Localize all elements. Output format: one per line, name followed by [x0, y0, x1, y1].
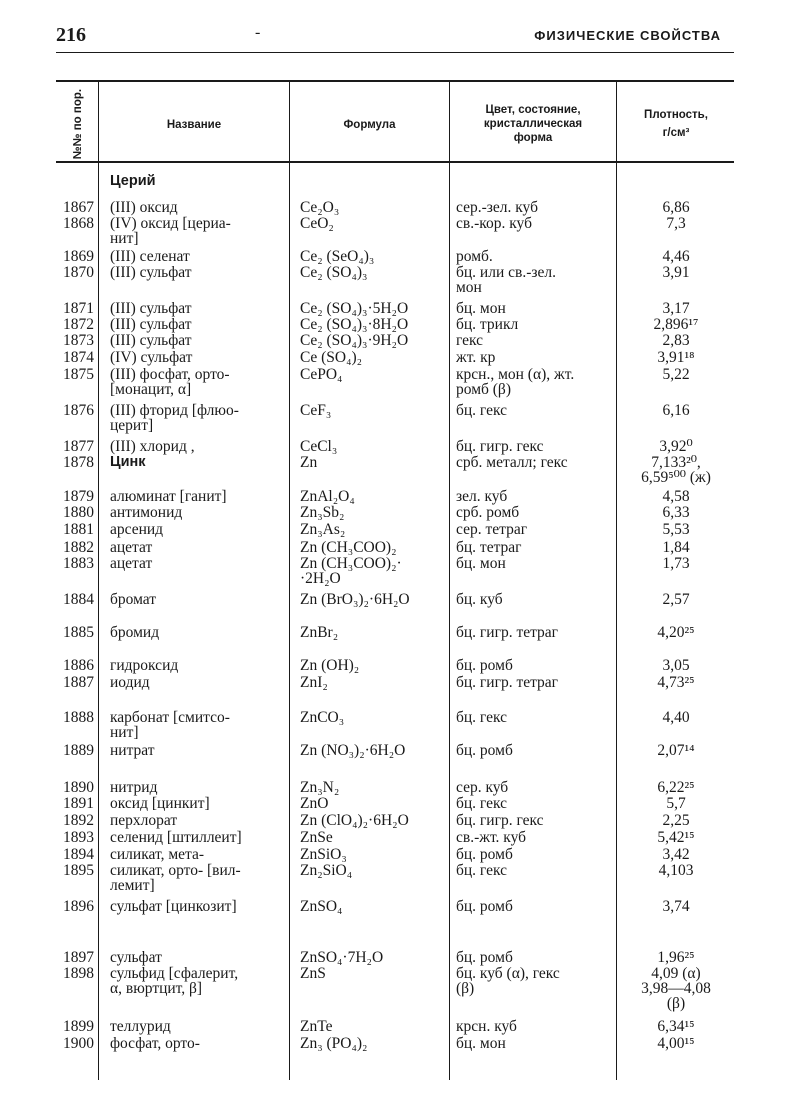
density: 7,133²⁰, 6,59⁵⁰⁰ (ж)	[641, 454, 711, 486]
formula: Ce₂ (SO₄)₃·8H₂O	[300, 316, 409, 333]
compound-name: (III) хлорид ,	[110, 438, 195, 455]
density: 6,16	[662, 402, 690, 419]
formula: Zn (CH₃COO)₂· ·2H₂O	[300, 555, 402, 587]
column-divider	[98, 80, 99, 1080]
header-number: №№ по пор.	[72, 88, 84, 160]
compound-name: (IV) оксид [цериа- нит]	[110, 215, 231, 247]
density: 5,22	[662, 366, 690, 383]
row-number: 1883	[63, 555, 94, 572]
description: срб. металл; гекс	[456, 454, 568, 471]
formula: Zn (NO₃)₂·6H₂O	[300, 742, 406, 759]
row-number: 1887	[63, 674, 94, 691]
formula: ZnI₂	[300, 674, 328, 691]
stray-mark: -	[255, 24, 261, 41]
compound-name: силикат, мета-	[110, 846, 205, 863]
row-number: 1892	[63, 812, 94, 829]
compound-name: (III) сульфат	[110, 332, 192, 349]
compound-name: (III) фторид [флюо- церит]	[110, 402, 239, 434]
density: 4,00¹⁵	[657, 1035, 695, 1052]
description: крсн. куб	[456, 1018, 517, 1035]
header-bottom-rule	[56, 161, 734, 163]
compound-name: селенид [штиллеит]	[110, 829, 242, 846]
formula: Ce₂ (SeO₄)₃	[300, 248, 375, 265]
density: 3,91	[662, 264, 690, 281]
compound-name: гидроксид	[110, 657, 179, 674]
compound-name: антимонид	[110, 504, 183, 521]
row-number: 1873	[63, 332, 94, 349]
formula: Zn₃ (PO₄)₂	[300, 1035, 368, 1052]
compound-name: (III) оксид	[110, 199, 178, 216]
formula: ZnCO₃	[300, 709, 345, 726]
density: 2,83	[662, 332, 690, 349]
description: бц. гекс	[456, 862, 507, 879]
row-number: 1888	[63, 709, 94, 726]
formula: ZnSO₄·7H₂O	[300, 949, 384, 966]
row-number: 1874	[63, 349, 94, 366]
density: 3,05	[662, 657, 690, 674]
compound-name: алюминат [ганит]	[110, 488, 227, 505]
column-divider	[616, 80, 617, 1080]
formula: Zn (CH₃COO)₂	[300, 539, 397, 556]
description: св.-кор. куб	[456, 215, 532, 232]
description: зел. куб	[456, 488, 508, 505]
row-number: 1886	[63, 657, 94, 674]
density: 6,22²⁵	[657, 779, 695, 796]
description: бц. гекс	[456, 795, 507, 812]
density: 1,84	[662, 539, 690, 556]
density: 2,07¹⁴	[657, 742, 695, 759]
description: бц. гигр. гекс	[456, 438, 544, 455]
compound-name: сульфат	[110, 949, 162, 966]
description: сер. тетраг	[456, 521, 528, 538]
density: 7,3	[666, 215, 686, 232]
row-number: 1871	[63, 300, 94, 317]
density: 3,91¹⁸	[657, 349, 695, 366]
row-number: 1900	[63, 1035, 94, 1052]
row-number: 1876	[63, 402, 94, 419]
description: бц. мон	[456, 1035, 506, 1052]
formula: Ce₂O₃	[300, 199, 340, 216]
row-number: 1880	[63, 504, 94, 521]
row-number: 1867	[63, 199, 94, 216]
row-number: 1891	[63, 795, 94, 812]
table-top-rule	[56, 80, 734, 82]
density: 3,92⁰	[659, 438, 693, 455]
density: 2,896¹⁷	[653, 316, 699, 333]
header-description: Цвет, состояние, кристаллическая форма	[483, 104, 583, 144]
density: 3,74	[662, 898, 690, 915]
description: бц. гекс	[456, 709, 507, 726]
density: 3,42	[662, 846, 690, 863]
row-number: 1889	[63, 742, 94, 759]
density: 4,58	[662, 488, 690, 505]
row-number: 1879	[63, 488, 94, 505]
description: бц. или св.-зел. мон	[456, 264, 556, 296]
formula: Zn (BrO₃)₂·6H₂O	[300, 591, 410, 608]
header-name: Название	[166, 119, 222, 131]
compound-name: арсенид	[110, 521, 164, 538]
formula: Zn (OH)₂	[300, 657, 360, 674]
description: ромб.	[456, 248, 493, 265]
density: 1,96²⁵	[657, 949, 695, 966]
description: бц. ромб	[456, 657, 513, 674]
formula: Zn	[300, 454, 318, 471]
density: 4,20²⁵	[657, 624, 695, 641]
formula: ZnBr₂	[300, 624, 339, 641]
row-number: 1884	[63, 591, 94, 608]
compound-name: фосфат, орто-	[110, 1035, 200, 1052]
formula: ZnSe	[300, 829, 333, 846]
compound-name: оксид [цинкит]	[110, 795, 210, 812]
row-number: 1898	[63, 965, 94, 982]
row-number: 1897	[63, 949, 94, 966]
compound-name: (III) сульфат	[110, 264, 192, 281]
description: бц. куб	[456, 591, 503, 608]
description: бц. гигр. гекс	[456, 812, 544, 829]
formula: ZnAl₂O₄	[300, 488, 355, 505]
formula: Zn₃Sb₂	[300, 504, 345, 521]
description: бц. ромб	[456, 846, 513, 863]
formula: Zn₃N₂	[300, 779, 340, 796]
density: 5,7	[666, 795, 686, 812]
density: 4,103	[658, 862, 694, 879]
density: 5,53	[662, 521, 690, 538]
density: 2,25	[662, 812, 690, 829]
formula: ZnSiO₃	[300, 846, 347, 863]
row-number: 1885	[63, 624, 94, 641]
formula: Zn₂SiO₄	[300, 862, 353, 879]
header-density: Плотность, г/см³	[644, 109, 708, 139]
description: бц. тетраг	[456, 539, 522, 556]
density: 4,09 (α) 3,98—4,08 (β)	[641, 965, 711, 1012]
row-number: 1878	[63, 454, 94, 471]
density: 4,46	[662, 248, 690, 265]
header-formula: Формула	[343, 119, 396, 131]
row-number: 1881	[63, 521, 94, 538]
row-number: 1882	[63, 539, 94, 556]
row-number: 1894	[63, 846, 94, 863]
compound-name: Цинк	[110, 454, 146, 470]
formula: Ce₂ (SO₄)₃·9H₂O	[300, 332, 409, 349]
formula: Ce (SO₄)₂	[300, 349, 363, 366]
compound-name: перхлорат	[110, 812, 178, 829]
density: 3,17	[662, 300, 690, 317]
description: срб. ромб	[456, 504, 520, 521]
description: бц. куб (α), гекс (β)	[456, 965, 560, 997]
row-number: 1868	[63, 215, 94, 232]
compound-name: сульфат [цинкозит]	[110, 898, 237, 915]
formula: ZnS	[300, 965, 326, 982]
description: бц. гигр. тетраг	[456, 674, 559, 691]
description: крсн., мон (α), жт. ромб (β)	[456, 366, 575, 398]
compound-name: иодид	[110, 674, 150, 691]
row-number: 1870	[63, 264, 94, 281]
compound-name: теллурид	[110, 1018, 171, 1035]
running-title: ФИЗИЧЕСКИЕ СВОЙСТВА	[534, 28, 721, 43]
row-number: 1895	[63, 862, 94, 879]
density: 4,40	[662, 709, 690, 726]
formula: Zn (ClO₄)₂·6H₂O	[300, 812, 409, 829]
density: 6,33	[662, 504, 690, 521]
compound-name: Церий	[110, 173, 156, 189]
description: бц. мон	[456, 555, 506, 572]
row-number: 1896	[63, 898, 94, 915]
compound-name: нитрат	[110, 742, 155, 759]
formula: Ce₂ (SO₄)₃	[300, 264, 368, 281]
row-number: 1872	[63, 316, 94, 333]
compound-name: бромат	[110, 591, 157, 608]
formula: ZnO	[300, 795, 329, 812]
compound-name: нитрид	[110, 779, 158, 796]
formula: Zn₃As₂	[300, 521, 346, 538]
formula: CeCl₃	[300, 438, 338, 455]
description: бц. гекс	[456, 402, 507, 419]
description: бц. ромб	[456, 898, 513, 915]
formula: CeF₃	[300, 402, 332, 419]
density: 6,34¹⁵	[657, 1018, 695, 1035]
formula: ZnTe	[300, 1018, 333, 1035]
top-rule	[56, 52, 734, 53]
row-number: 1869	[63, 248, 94, 265]
description: жт. кр	[456, 349, 496, 366]
formula: Ce₂ (SO₄)₃·5H₂O	[300, 300, 409, 317]
description: бц. гигр. тетраг	[456, 624, 559, 641]
compound-name: (III) сульфат	[110, 300, 192, 317]
row-number: 1877	[63, 438, 94, 455]
density: 1,73	[662, 555, 690, 572]
formula: CeO₂	[300, 215, 334, 232]
formula: ZnSO₄	[300, 898, 343, 915]
description: гекс	[456, 332, 484, 349]
compound-name: (III) селенат	[110, 248, 190, 265]
row-number: 1890	[63, 779, 94, 796]
compound-name: (III) фосфат, орто- [монацит, α]	[110, 366, 230, 398]
density: 2,57	[662, 591, 690, 608]
density: 5,42¹⁵	[657, 829, 695, 846]
description: бц. ромб	[456, 949, 513, 966]
density: 4,73²⁵	[657, 674, 695, 691]
formula: CePO₄	[300, 366, 343, 383]
compound-name: ацетат	[110, 555, 153, 572]
compound-name: (IV) сульфат	[110, 349, 193, 366]
compound-name: карбонат [смитсо- нит]	[110, 709, 230, 741]
row-number: 1893	[63, 829, 94, 846]
compound-name: сульфид [сфалерит, α, вюртцит, β]	[110, 965, 239, 997]
density: 6,86	[662, 199, 690, 216]
page-number: 216	[56, 24, 86, 46]
compound-name: бромид	[110, 624, 160, 641]
description: сер. куб	[456, 779, 509, 796]
compound-name: (III) сульфат	[110, 316, 192, 333]
description: бц. мон	[456, 300, 506, 317]
description: бц. ромб	[456, 742, 513, 759]
compound-name: ацетат	[110, 539, 153, 556]
description: бц. трикл	[456, 316, 519, 333]
compound-name: силикат, орто- [вил- лемит]	[110, 862, 241, 894]
row-number: 1899	[63, 1018, 94, 1035]
row-number: 1875	[63, 366, 94, 383]
description: сер.-зел. куб	[456, 199, 538, 216]
description: св.-жт. куб	[456, 829, 527, 846]
